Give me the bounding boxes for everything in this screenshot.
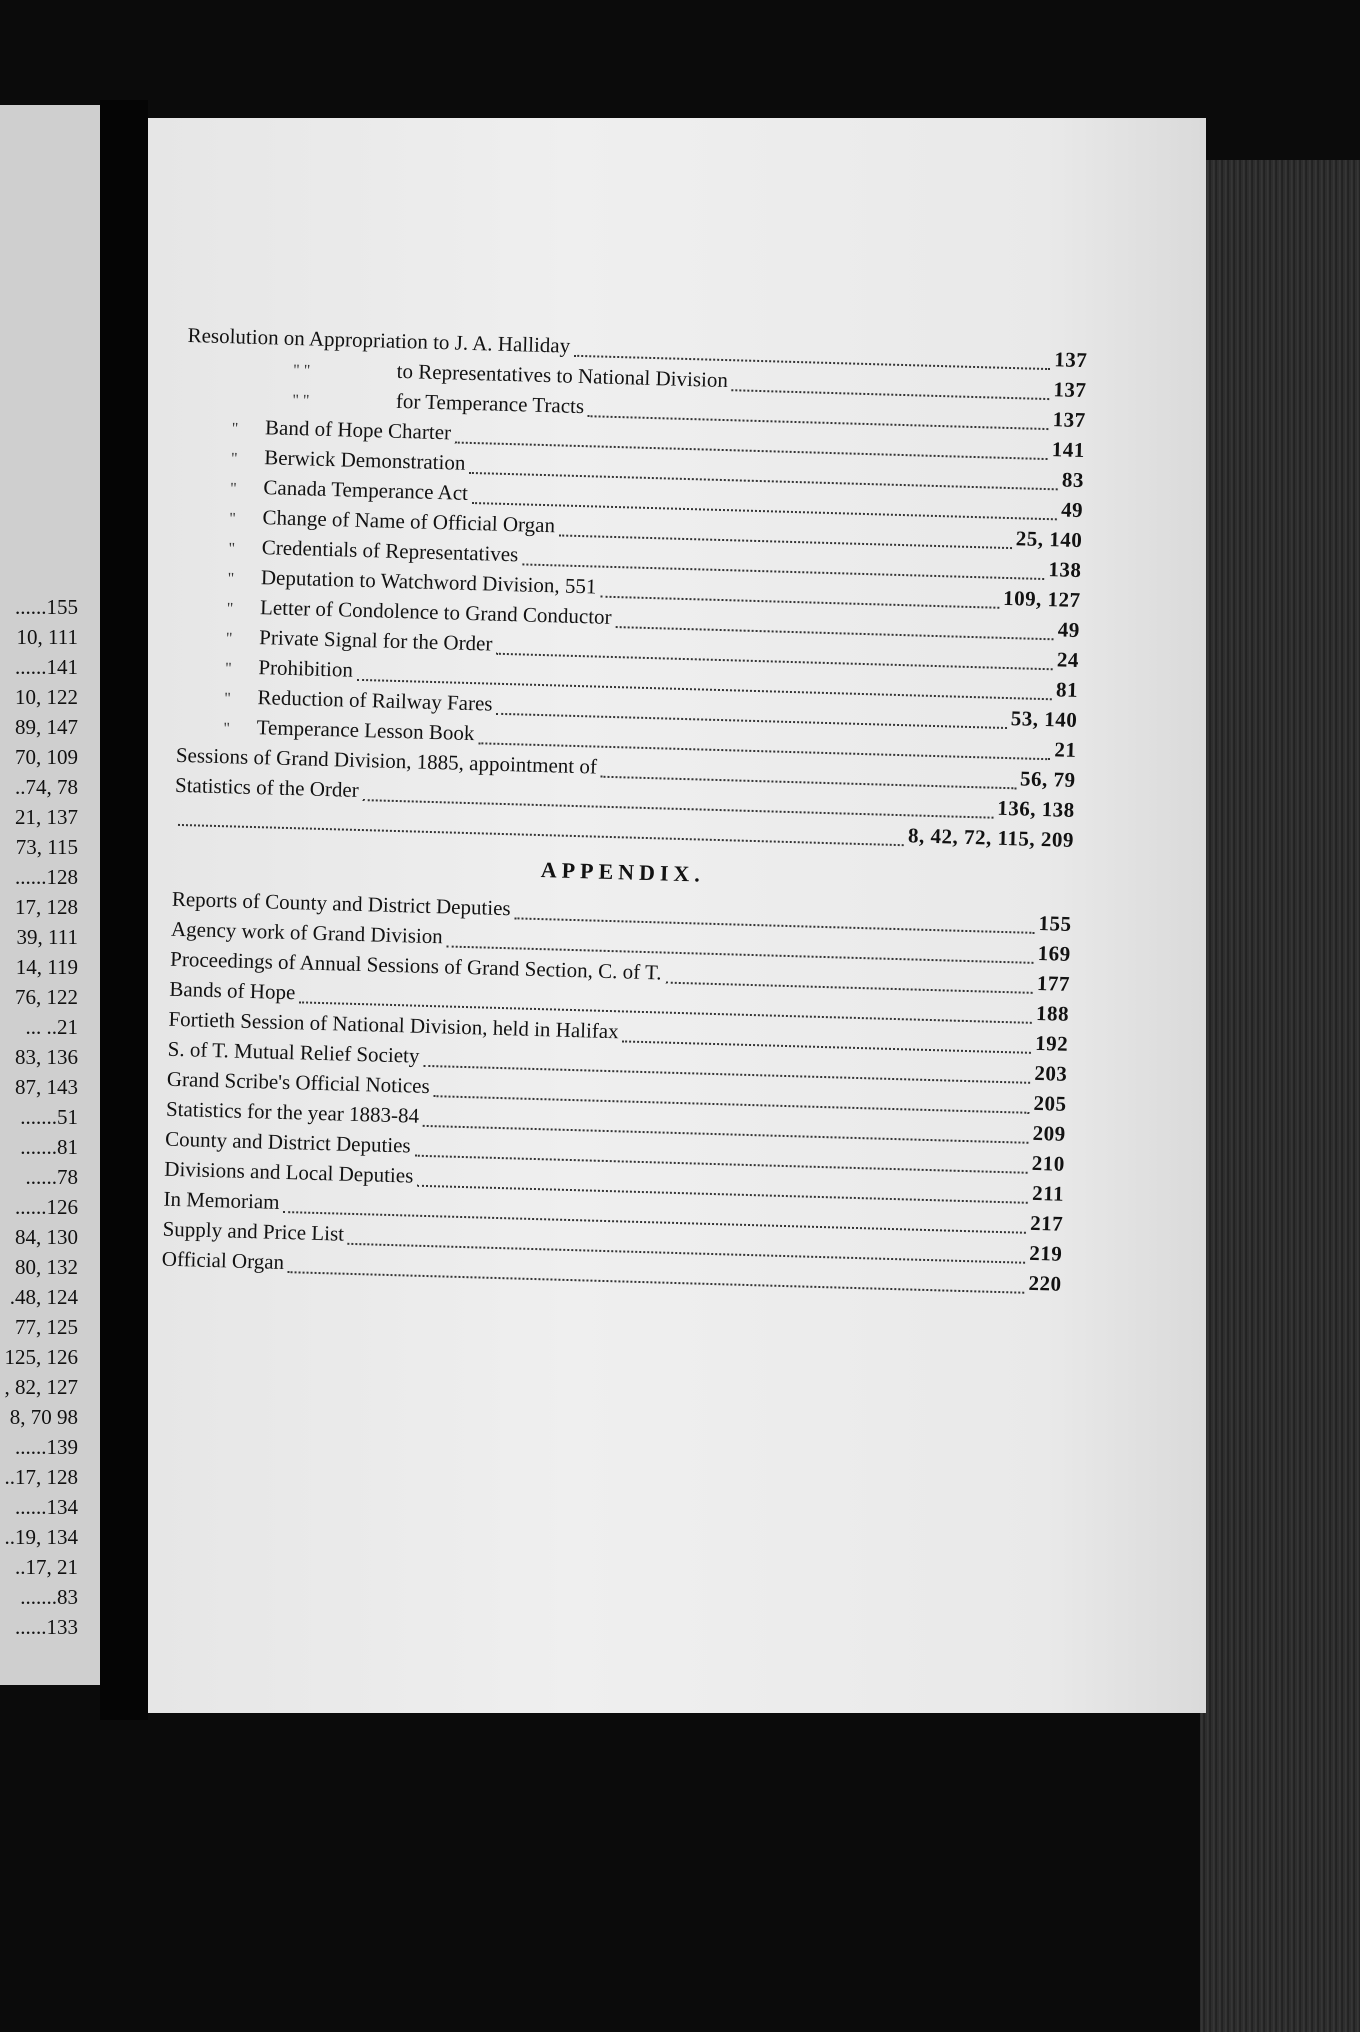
facing-page-number: ......78: [25, 1165, 78, 1189]
facing-page-number: .......83: [20, 1585, 78, 1609]
facing-page-number: 73, 115: [15, 835, 78, 859]
page-numbers: 53, 140: [1010, 706, 1078, 732]
ditto-mark: ": [229, 510, 237, 528]
facing-page-number: 83, 136: [15, 1045, 78, 1069]
entry-label: Reports of County and District Deputies: [171, 886, 511, 921]
page-numbers: 83: [1061, 467, 1085, 493]
page-numbers: 219: [1029, 1240, 1063, 1266]
facing-page-number: 39, 111: [16, 925, 78, 949]
appendix-list: [161, 887, 1072, 1302]
page-numbers: 177: [1036, 970, 1071, 996]
ditto-mark: ": [229, 480, 237, 498]
book-gutter: [100, 100, 148, 1720]
page-numbers: 203: [1034, 1060, 1068, 1086]
facing-page-numbers: [5, 592, 79, 1642]
ditto-mark: " ": [292, 361, 311, 380]
ditto-mark: ": [223, 720, 231, 738]
entry-label: Temperance Lesson Book: [256, 715, 475, 746]
entry-label: Letter of Condolence to Grand Conductor: [259, 595, 612, 629]
page-numbers: 109, 127: [1002, 585, 1081, 613]
entry-label: Bands of Hope: [169, 976, 296, 1005]
entry-label: Official Organ: [161, 1246, 285, 1275]
page-edges: [1200, 160, 1360, 2032]
facing-page-number: .......51: [20, 1105, 78, 1129]
facing-page-number: ..17, 128: [4, 1465, 78, 1489]
facing-page-number: , 82, 127: [4, 1375, 78, 1399]
page-numbers: 136, 138: [996, 795, 1076, 822]
facing-page: [0, 105, 100, 1685]
facing-page-number: ..74, 78: [15, 775, 78, 799]
page-numbers: 205: [1033, 1090, 1067, 1116]
page-numbers: 169: [1037, 940, 1072, 966]
index-text: [161, 323, 1087, 1302]
dot-leader: [178, 823, 904, 846]
entry-label: Berwick Demonstration: [263, 445, 466, 475]
entry-label: Divisions and Local Deputies: [164, 1156, 414, 1188]
dot-leader: [288, 1270, 1025, 1294]
entry-label: Fortieth Session of National Division, held in Halifax: [168, 1006, 620, 1044]
page-numbers: 137: [1053, 347, 1088, 373]
facing-page-number: ......134: [15, 1495, 78, 1519]
entry-label: County and District Deputies: [164, 1126, 412, 1158]
page-numbers: 81: [1055, 677, 1079, 702]
entry-label: Credentials of Representatives: [261, 535, 519, 567]
index-page: [148, 118, 1206, 1713]
page-numbers: 220: [1028, 1270, 1062, 1296]
entry-label: Agency work of Grand Division: [170, 916, 444, 949]
page-numbers: 209: [1032, 1120, 1067, 1146]
page-numbers: 192: [1034, 1030, 1069, 1056]
facing-page-number: 125, 126: [4, 1345, 78, 1369]
page-numbers: 137: [1053, 377, 1087, 403]
facing-page-number: 89, 147: [15, 715, 78, 739]
ditto-mark: ": [231, 420, 239, 438]
facing-page-number: .......81: [20, 1135, 78, 1159]
entry-label: Canada Temperance Act: [263, 475, 469, 505]
facing-page-number: 8, 70 98: [9, 1405, 78, 1429]
entry-label: Resolution on Appropriation to J. A. Halliday: [187, 323, 571, 358]
ditto-mark: ": [224, 660, 232, 678]
facing-page-number: 84, 130: [15, 1225, 78, 1249]
ditto-mark: ": [226, 600, 234, 618]
entry-label: to Representatives to National Division: [396, 358, 729, 393]
facing-page-number: 10, 122: [15, 685, 78, 709]
facing-page-number: 70, 109: [15, 745, 78, 769]
facing-page-number: 10, 111: [16, 625, 78, 649]
page-numbers: 49: [1057, 617, 1081, 643]
facing-page-number: ..19, 134: [4, 1525, 78, 1549]
facing-page-number: ......128: [15, 865, 78, 889]
entry-label: Prohibition: [258, 655, 354, 682]
page-numbers: 138: [1048, 557, 1082, 583]
page-numbers: 56, 79: [1019, 766, 1076, 792]
facing-page-number: .48, 124: [9, 1285, 78, 1309]
ditto-mark: ": [230, 450, 238, 468]
entry-label: Deputation to Watchword Division, 551: [260, 565, 597, 599]
page-numbers: 25, 140: [1015, 526, 1083, 553]
entry-label: Sessions of Grand Division, 1885, appointment of: [175, 742, 598, 779]
facing-page-number: ......139: [15, 1435, 78, 1459]
ditto-mark: ": [227, 570, 235, 588]
page-numbers: 8, 42, 72, 115, 209: [907, 823, 1075, 852]
page-numbers: 155: [1038, 910, 1072, 936]
facing-page-number: 14, 119: [15, 955, 78, 979]
facing-page-number: ..17, 21: [15, 1555, 78, 1579]
entry-label: Band of Hope Charter: [264, 415, 452, 445]
facing-page-number: ......141: [15, 655, 78, 679]
page-numbers: 210: [1031, 1150, 1066, 1176]
ditto-mark: " ": [292, 391, 310, 410]
entry-label: Private Signal for the Order: [258, 625, 493, 656]
ditto-mark: ": [225, 630, 233, 648]
ditto-mark: ": [224, 690, 232, 708]
facing-page-number: 21, 137: [15, 805, 78, 829]
page-numbers: 217: [1029, 1210, 1064, 1236]
entry-label: Statistics for the year 1883-84: [165, 1096, 420, 1128]
page-numbers: 141: [1051, 437, 1086, 463]
entry-label: Statistics of the Order: [174, 772, 360, 802]
facing-page-number: 80, 132: [15, 1255, 78, 1279]
page-numbers: 21: [1054, 737, 1077, 762]
facing-page-number: 87, 143: [15, 1075, 78, 1099]
entry-label: Supply and Price List: [162, 1216, 345, 1246]
facing-page-number: ......133: [15, 1615, 78, 1639]
ditto-mark: ": [228, 540, 236, 558]
entry-label: for Temperance Tracts: [395, 388, 585, 419]
page-numbers: 24: [1056, 647, 1080, 673]
entry-label: S. of T. Mutual Relief Society: [167, 1036, 420, 1068]
facing-page-number: ......126: [15, 1195, 78, 1219]
entry-label: Change of Name of Official Organ: [262, 505, 556, 538]
entry-label: Reduction of Railway Fares: [257, 685, 493, 716]
page-numbers: 211: [1031, 1180, 1065, 1206]
facing-page-number: ......155: [15, 595, 78, 619]
entry-label: Grand Scribe's Official Notices: [166, 1066, 431, 1099]
page-numbers: 137: [1052, 407, 1086, 433]
facing-page-number: 76, 122: [15, 985, 78, 1009]
entry-label: In Memoriam: [163, 1186, 280, 1214]
page-numbers: 49: [1060, 497, 1084, 523]
dot-leader: [732, 388, 1050, 400]
facing-page-number: 17, 128: [15, 895, 78, 919]
appendix-heading: APPENDIX.: [540, 857, 706, 887]
facing-page-number: 77, 125: [15, 1315, 78, 1339]
facing-page-number: ... ..21: [25, 1015, 78, 1039]
entry-label: Proceedings of Annual Sessions of Grand Section, C. of T.: [169, 946, 662, 985]
page-numbers: 188: [1035, 1000, 1070, 1026]
index-list: [174, 323, 1088, 858]
